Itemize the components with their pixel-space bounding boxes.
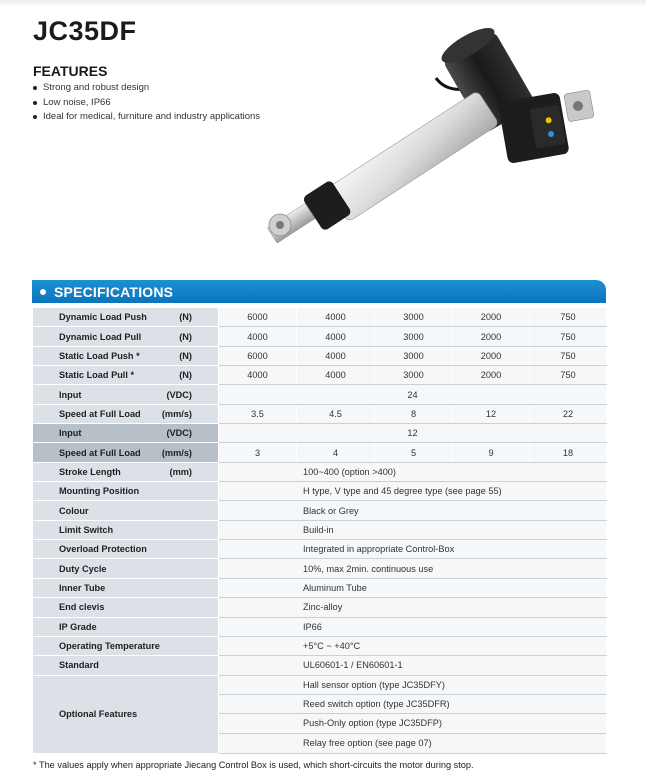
spec-label-text: End clevis: [59, 602, 105, 613]
spec-value: 750: [530, 308, 607, 327]
bullet-icon: [33, 115, 37, 119]
spec-value: 22: [530, 404, 607, 423]
spec-value: 3000: [375, 366, 453, 385]
table-row: [33, 501, 607, 520]
spec-label-text: Input: [59, 428, 82, 439]
top-gradient-bar: [0, 0, 646, 8]
table-row: [33, 598, 607, 617]
spec-label: [33, 327, 219, 346]
spec-label: [33, 636, 219, 655]
spec-value: 3000: [375, 327, 453, 346]
spec-label-text: Overload Protection: [59, 544, 147, 555]
spec-value: 4000: [219, 366, 297, 385]
spec-label-text: Limit Switch: [59, 524, 114, 535]
table-row: [33, 404, 607, 423]
spec-value: 4.5: [297, 404, 375, 423]
spec-unit: (N): [179, 312, 192, 323]
spec-value: 9: [453, 443, 530, 462]
spec-label: [33, 559, 219, 578]
spec-value: 4000: [297, 346, 375, 365]
spec-value: 8: [375, 404, 453, 423]
spec-label-text: Operating Temperature: [59, 641, 160, 652]
footnote: * The values apply when appropriate Jiecang Control Box is used, which short-circuits the motor during stop.: [33, 760, 474, 770]
spec-value: 6000: [219, 346, 297, 365]
spec-label-text: IP Grade: [59, 621, 97, 632]
optional-feature-item: Push-Only option (type JC35DFP): [219, 714, 606, 733]
spec-label-text: Duty Cycle: [59, 563, 107, 574]
spec-value: 750: [530, 366, 607, 385]
feature-item: Low noise, IP66: [33, 96, 260, 111]
spec-value: 4: [297, 443, 375, 462]
table-row: [33, 540, 607, 559]
spec-value: 2000: [453, 308, 530, 327]
spec-label-text: Colour: [59, 505, 89, 516]
spec-value: 24: [219, 385, 607, 404]
spec-value: 18: [530, 443, 607, 462]
spec-value: +5°C ~ +40°C: [219, 636, 607, 655]
table-row: [33, 559, 607, 578]
table-row: [33, 636, 607, 655]
feature-list: [33, 81, 260, 125]
table-row: [33, 346, 607, 365]
spec-value: Black or Grey: [219, 501, 607, 520]
spec-unit: (VDC): [166, 389, 192, 400]
spec-label-text: Stroke Length: [59, 466, 121, 477]
spec-label-text: Standard: [59, 660, 99, 671]
spec-label-text: Dynamic Load Pull: [59, 331, 142, 342]
table-row: [33, 385, 607, 404]
spec-unit: (mm/s): [161, 408, 192, 419]
spec-label: [33, 443, 219, 462]
table-row: [33, 617, 607, 636]
spec-label-text: Mounting Position: [59, 486, 140, 497]
product-title: JC35DF: [33, 16, 137, 46]
spec-value: 4000: [297, 308, 375, 327]
spec-value: Build-in: [219, 520, 607, 539]
table-row: [33, 675, 607, 754]
spec-value: 5: [375, 443, 453, 462]
spec-label: [33, 540, 219, 559]
spec-label-text: Static Load Pull *: [59, 370, 135, 381]
spec-value: 3: [219, 443, 297, 462]
spec-unit: (mm/s): [161, 447, 192, 458]
spec-unit: (N): [179, 331, 192, 342]
table-row: [33, 462, 607, 481]
specifications-header: [32, 280, 606, 303]
spec-label: [33, 424, 219, 443]
spec-value: 3000: [375, 308, 453, 327]
spec-unit: (mm): [169, 466, 192, 477]
spec-value: Zinc-alloy: [219, 598, 607, 617]
spec-label: [33, 482, 219, 501]
spec-value: 750: [530, 346, 607, 365]
bullet-icon: [33, 101, 37, 105]
spec-unit: (VDC): [166, 428, 192, 439]
optional-features-list: [219, 675, 607, 754]
spec-label: [33, 501, 219, 520]
spec-label: [33, 578, 219, 597]
spec-label: [33, 308, 219, 327]
spec-label: [33, 404, 219, 423]
spec-value: 750: [530, 327, 607, 346]
spec-value: 4000: [297, 366, 375, 385]
optional-feature-item: Reed switch option (type JC35DFR): [219, 695, 606, 714]
optional-feature-item: Hall sensor option (type JC35DFY): [219, 676, 606, 695]
spec-value: Aluminum Tube: [219, 578, 607, 597]
spec-value: 2000: [453, 327, 530, 346]
specifications-table: [32, 307, 607, 754]
spec-value: H type, V type and 45 degree type (see page 55): [219, 482, 607, 501]
spec-label: [33, 462, 219, 481]
spec-label-text: Input: [59, 389, 82, 400]
spec-unit: (N): [179, 350, 192, 361]
table-row: [33, 482, 607, 501]
table-row: [33, 308, 607, 327]
linear-actuator-image: [258, 20, 598, 250]
spec-label: Optional Features: [33, 675, 219, 754]
spec-value: 4000: [219, 327, 297, 346]
spec-label: [33, 385, 219, 404]
table-row: [33, 578, 607, 597]
spec-value: 6000: [219, 308, 297, 327]
spec-label-text: Speed at Full Load: [59, 408, 141, 419]
features-heading: FEATURES: [33, 63, 108, 79]
table-row: [33, 520, 607, 539]
spec-value: 10%, max 2min. continuous use: [219, 559, 607, 578]
bullet-icon: [40, 289, 46, 295]
table-row: [33, 656, 607, 675]
spec-label-text: Static Load Push *: [59, 350, 140, 361]
optional-feature-item: Relay free option (see page 07): [303, 737, 432, 748]
bullet-icon: [33, 86, 37, 90]
spec-value: 12: [219, 424, 607, 443]
spec-label: [33, 366, 219, 385]
spec-label-text: Dynamic Load Push: [59, 312, 147, 323]
spec-label: [33, 617, 219, 636]
spec-value: 2000: [453, 366, 530, 385]
spec-label: [33, 346, 219, 365]
spec-unit: (N): [179, 370, 192, 381]
spec-value: IP66: [219, 617, 607, 636]
table-row: [33, 327, 607, 346]
specifications-title: SPECIFICATIONS: [54, 283, 174, 300]
spec-value: 12: [453, 404, 530, 423]
table-row: [33, 366, 607, 385]
feature-item: Strong and robust design: [33, 81, 260, 96]
spec-label: [33, 598, 219, 617]
spec-label-text: Inner Tube: [59, 582, 106, 593]
spec-value: 100~400 (option >400): [219, 462, 607, 481]
spec-label-text: Speed at Full Load: [59, 447, 141, 458]
spec-label: [33, 520, 219, 539]
spec-value: 3000: [375, 346, 453, 365]
feature-item: Ideal for medical, furniture and industry applications: [33, 110, 260, 125]
spec-value: 3.5: [219, 404, 297, 423]
spec-value: UL60601-1 / EN60601-1: [219, 656, 607, 675]
spec-value: 4000: [297, 327, 375, 346]
table-row: [33, 443, 607, 462]
table-row: [33, 424, 607, 443]
spec-value: 2000: [453, 346, 530, 365]
spec-label: [33, 656, 219, 675]
spec-value: Integrated in appropriate Control-Box: [219, 540, 607, 559]
